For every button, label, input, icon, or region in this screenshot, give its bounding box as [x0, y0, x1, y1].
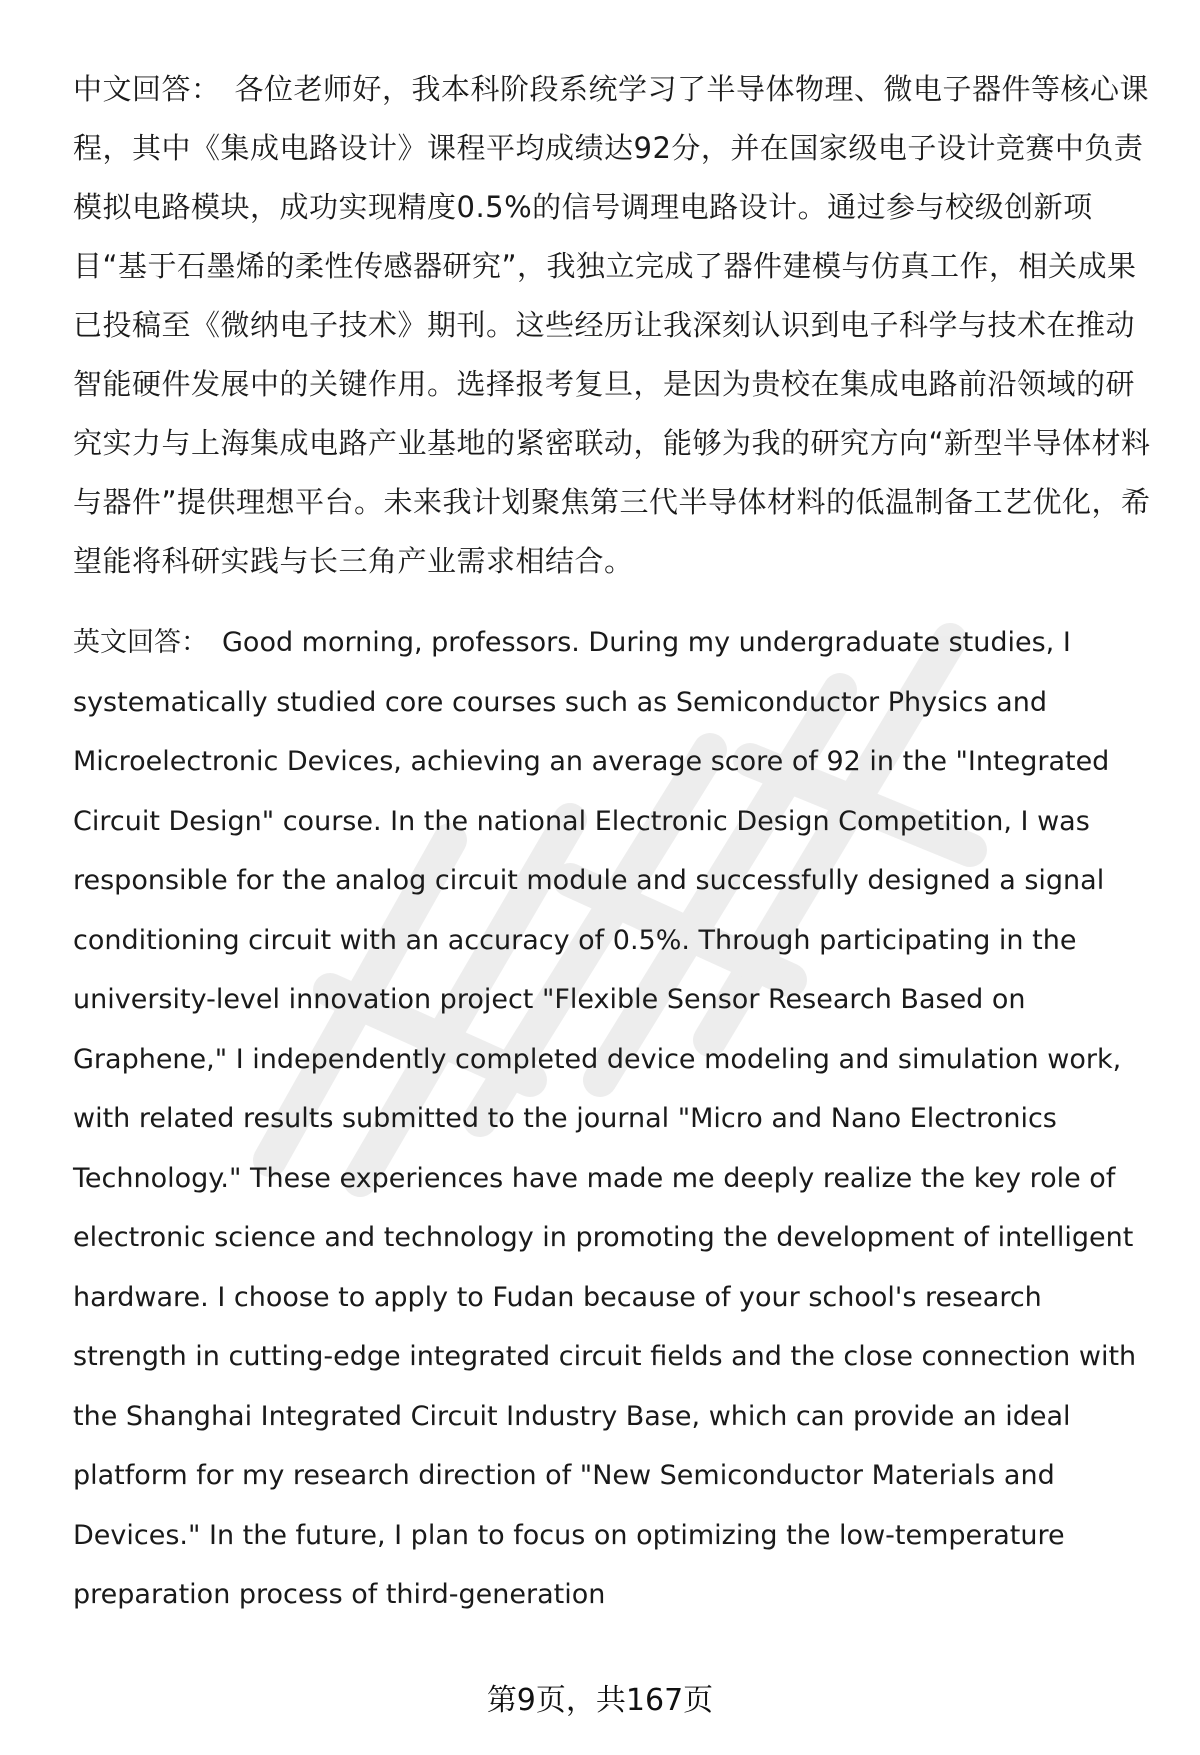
chinese-answer-paragraph: [73, 60, 1163, 591]
english-answer-paragraph: [73, 613, 1163, 1625]
english-answer-text: Good morning, professors. During my undergraduate studies, I systematically studied core courses such as Semiconductor Physics and Microelectronic Devices, achieving an average score of 92 in the "Integrated Circuit Design" course. In the national Electronic Design Competition, I was responsible for the analog circuit module and successfully designed a signal conditioning circuit with an accuracy of 0.5%. Through participating in the university-level innovation project "Flexible Sensor Research Based on Graphene," I independently completed device modeling and simulation work, with related results submitted to the journal "Micro and Nano Electronics Technology." These experiences have made me deeply realize the key role of electronic science and technology in promoting the development of intelligent hardware. I choose to apply to Fudan because of your school's research strength in cutting-edge integrated circuit fields and the close connection with the Shanghai Integrated Circuit Industry Base, which can provide an ideal platform for my research direction of "New Semiconductor Materials and Devices." In the future, I plan to focus on optimizing the low-temperature preparation process of third-generation: [73, 627, 1137, 1610]
chinese-answer-label: 中文回答：: [73, 72, 221, 106]
document-body: [73, 60, 1163, 1625]
chinese-answer-text: 各位老师好，我本科阶段系统学习了半导体物理、微电子器件等核心课程，其中《集成电路设计》课程平均成绩达92分，并在国家级电子设计竞赛中负责模拟电路模块，成功实现精度0.5%的信号调理电路设计。通过参与校级创新项目“基于石墨烯的柔性传感器研究”，我独立完成了器件建模与仿真工作，相关成果已投稿至《微纳电子技术》期刊。这些经历让我深刻认识到电子科学与技术在推动智能硬件发展中的关键作用。选择报考复旦，是因为贵校在集成电路前沿领域的研究实力与上海集成电路产业基地的紧密联动，能够为我的研究方向“新型半导体材料与器件”提供理想平台。未来我计划聚焦第三代半导体材料的低温制备工艺优化，希望能将科研实践与长三角产业需求相结合。: [73, 72, 1151, 578]
page-number-footer: 第9页，共167页: [486, 1683, 714, 1718]
english-answer-label: 英文回答：: [73, 627, 208, 658]
